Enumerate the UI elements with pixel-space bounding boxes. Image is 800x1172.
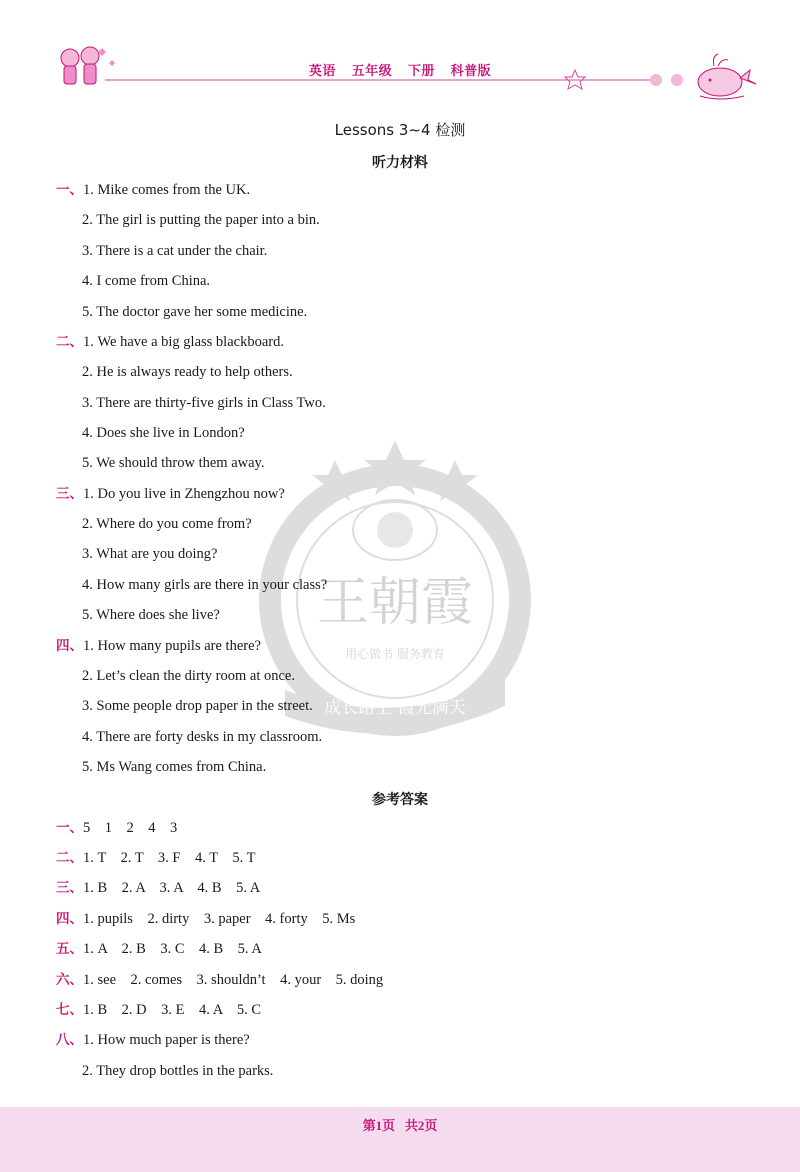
footer-pagination (0, 1115, 800, 1134)
answer-row (56, 878, 260, 898)
list-item: 3. What are you doing? (82, 546, 218, 562)
answer-text: 1. pupils 2. dirty 3. paper 4. forty 5. Ms (83, 911, 356, 927)
header-subject: 英语 (308, 63, 336, 78)
group-marker: 二、 (56, 334, 83, 350)
list-item: 4. There are forty desks in my classroom. (82, 729, 323, 745)
answer-text: 1. How much paper is there? (83, 1032, 250, 1048)
list-item: 2. He is always ready to help others. (82, 364, 293, 380)
answer-text: 5 1 2 4 3 (83, 820, 178, 836)
list-item: 5. The doctor gave her some medicine. (82, 304, 308, 320)
star-icon (312, 440, 478, 501)
list-item: 5. Ms Wang comes from China. (82, 759, 267, 775)
list-item (56, 636, 261, 656)
list-item: 4. Does she live in London? (82, 425, 245, 441)
answer-row (56, 909, 355, 929)
answer-row (56, 1000, 261, 1020)
header-edition: 科普版 (450, 63, 492, 78)
watermark-slogan2: 成长路上 霞光满天 (324, 698, 466, 718)
list-item: 2. Where do you come from? (82, 516, 252, 532)
list-item (56, 180, 250, 200)
answer-row (56, 939, 262, 959)
footer-total: 共2页 (404, 1118, 438, 1133)
answer-marker: 八、 (56, 1032, 83, 1048)
watermark-slogan1: 用心做书 服务教育 (345, 647, 445, 661)
group-marker: 三、 (56, 486, 83, 502)
list-item: 4. I come from China. (82, 273, 211, 289)
list-item (56, 484, 285, 504)
header-title (0, 60, 800, 79)
answer-marker: 七、 (56, 1002, 83, 1018)
page-header (0, 0, 800, 110)
listening-heading: 听力材料 (372, 155, 428, 171)
list-item: 5. We should throw them away. (82, 455, 265, 471)
answer-marker: 三、 (56, 880, 83, 896)
item-text: 1. We have a big glass blackboard. (83, 334, 284, 350)
group-marker: 一、 (56, 182, 83, 198)
answer-row (56, 818, 177, 838)
answer-row (56, 848, 255, 868)
answer-text: 1. see 2. comes 3. shouldn’t 4. your 5. doing (83, 972, 384, 988)
header-grade: 五年级 (351, 63, 393, 78)
footer-page: 第1页 (362, 1118, 396, 1133)
answer-marker: 二、 (56, 850, 83, 866)
answer-text: 1. B 2. D 3. E 4. A 5. C (83, 1002, 262, 1018)
list-item (56, 332, 284, 352)
item-text: 1. Mike comes from the UK. (83, 182, 251, 198)
answer-text: 1. A 2. B 3. C 4. B 5. A (83, 941, 262, 957)
list-item: 3. There are thirty-five girls in Class Two. (82, 395, 326, 411)
answer-marker: 五、 (56, 941, 83, 957)
list-item: 4. How many girls are there in your class? (82, 577, 328, 593)
answer-marker: 四、 (56, 911, 83, 927)
item-text: 1. Do you live in Zhengzhou now? (83, 486, 285, 502)
group-marker: 四、 (56, 638, 83, 654)
answer-marker: 一、 (56, 820, 83, 836)
item-text: 1. How many pupils are there? (83, 638, 261, 654)
answer-text: 1. B 2. A 3. A 4. B 5. A (83, 880, 261, 896)
answers-heading: 参考答案 (372, 792, 428, 808)
list-item: 3. There is a cat under the chair. (82, 243, 268, 259)
list-item: 3. Some people drop paper in the street. (82, 698, 313, 714)
header-decoration (0, 0, 800, 110)
watermark-name: 王朝霞 (316, 573, 474, 633)
list-item: 5. Where does she live? (82, 607, 220, 623)
answer-text: 1. T 2. T 3. F 4. T 5. T (83, 850, 256, 866)
page-title: Lessons 3~4 检测 (334, 121, 466, 139)
list-item: 2. Let’s clean the dirty room at once. (82, 668, 295, 684)
list-item: 2. The girl is putting the paper into a bin. (82, 212, 320, 228)
answer-extra: 2. They drop bottles in the parks. (82, 1063, 274, 1079)
header-term: 下册 (407, 63, 435, 78)
answer-row (56, 1030, 250, 1050)
answer-row (56, 970, 383, 990)
answer-marker: 六、 (56, 972, 83, 988)
